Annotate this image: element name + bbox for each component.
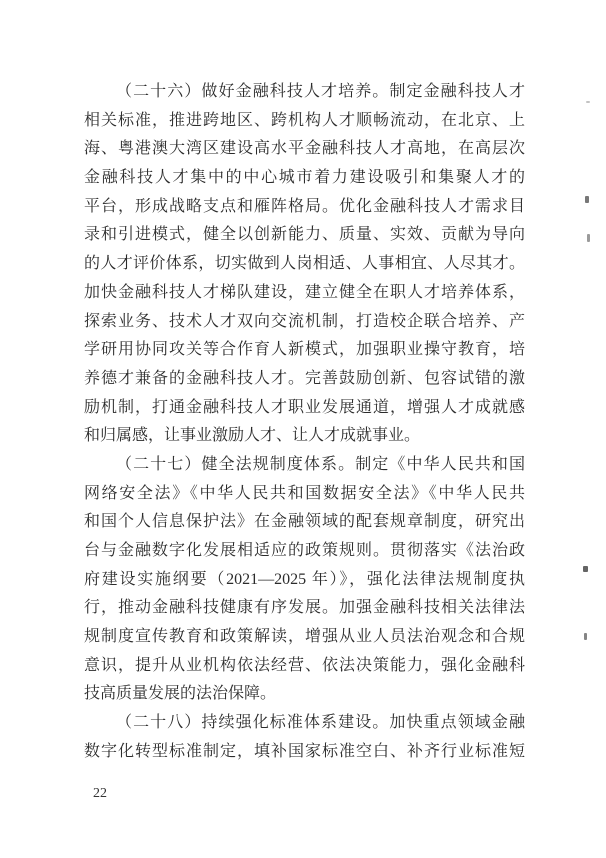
- text-line: 技高质量发展的法治保障。: [84, 685, 277, 703]
- text-line: 探索业务、技术人才双向交流机制，打造校企联合培养、产: [84, 312, 525, 330]
- text-line: 励机制，打通金融科技人才职业发展通道，增强人才成就感: [84, 398, 525, 416]
- text-line: 学研用协同攻关等合作育人新模式，加强职业操守教育，培: [84, 341, 525, 359]
- text-line: 海、粤港澳大湾区建设高水平金融科技人才高地，在高层次: [84, 140, 525, 158]
- text-line: 数字化转型标准制定，填补国家标准空白、补齐行业标准短: [84, 742, 525, 760]
- text-line: 府建设实施纲要（2021—2025 年）》，强化法律法规制度执: [84, 570, 525, 588]
- text-line: 平台，形成战略支点和雁阵格局。优化金融科技人才需求目: [84, 197, 525, 215]
- scan-speck: [585, 196, 589, 203]
- text-line: 和归属感，让事业激励人才、让人才成就事业。: [84, 427, 421, 445]
- text-line: （二十八）持续强化标准体系建设。加快重点领域金融: [116, 714, 525, 732]
- text-line: 加快金融科技人才梯队建设，建立健全在职人才培养体系，: [84, 283, 525, 301]
- text-line: 网络安全法》《中华人民共和国数据安全法》《中华人民共: [84, 484, 525, 502]
- text-line: （二十七）健全法规制度体系。制定《中华人民共和国: [116, 455, 525, 473]
- text-line: 的人才评价体系，切实做到人岗相适、人事相宜、人尽其才。: [84, 255, 525, 273]
- scan-speck: [583, 566, 588, 572]
- body-text: [84, 78, 525, 767]
- text-line: 养德才兼备的金融科技人才。完善鼓励创新、包容试错的激: [84, 369, 525, 387]
- text-line: 意识，提升从业机构依法经营、依法决策能力，强化金融科: [84, 656, 525, 674]
- scan-speck: [584, 633, 587, 640]
- text-line: 金融科技人才集中的中心城市着力建设吸引和集聚人才的: [84, 169, 525, 187]
- text-line: 台与金融数字化发展相适应的政策规则。贯彻落实《法治政: [84, 542, 525, 559]
- text-line: （二十六）做好金融科技人才培养。制定金融科技人才: [116, 83, 525, 100]
- scan-speck: [587, 234, 590, 242]
- text-line: 规制度宣传教育和政策解读，增强从业人员法治观念和合规: [84, 628, 525, 646]
- text-line: 相关标准，推进跨地区、跨机构人才顺畅流动，在北京、上: [84, 111, 525, 129]
- text-line: 行，推动金融科技健康有序发展。加强金融科技相关法律法: [84, 599, 525, 617]
- text-line: 录和引进模式，健全以创新能力、质量、实效、贡献为导向: [84, 226, 525, 244]
- scan-speck: [586, 101, 590, 103]
- page-number: 22: [93, 786, 107, 801]
- text-line: 和国个人信息保护法》在金融领域的配套规章制度，研究出: [84, 513, 525, 531]
